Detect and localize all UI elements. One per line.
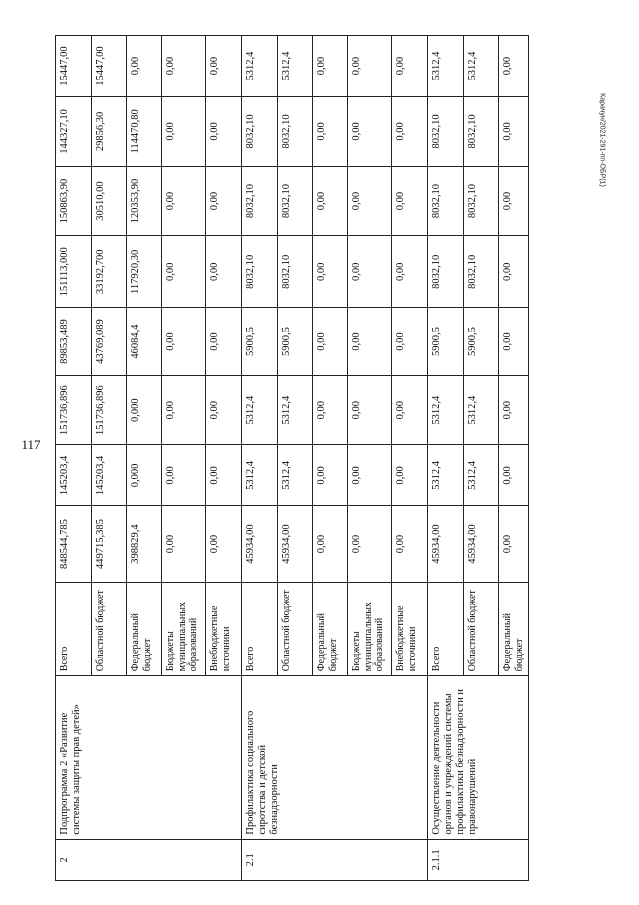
value-cell: 120353,90 <box>127 166 162 236</box>
row-code-cell: 2.1.1 <box>428 839 529 880</box>
value-cell: 0,00 <box>206 375 242 445</box>
value-cell: 0,00 <box>313 308 348 376</box>
value-cell: 145203,4 <box>92 445 127 506</box>
program-name-cell: Подпрограмма 2 «Развитие системы защиты прав детей» <box>56 676 242 839</box>
value-cell: 0,00 <box>313 166 348 236</box>
value-cell: 0,00 <box>162 236 206 308</box>
funding-source-cell: Бюджеты муниципальных образований <box>348 582 392 676</box>
value-cell: 8032,10 <box>464 166 499 236</box>
value-cell: 0,00 <box>348 375 392 445</box>
value-cell: 5900,5 <box>242 308 278 376</box>
value-cell: 145203,4 <box>56 445 92 506</box>
value-cell: 0,00 <box>162 506 206 582</box>
value-cell: 0,00 <box>313 36 348 97</box>
value-cell: 0,00 <box>162 308 206 376</box>
table-row <box>56 36 92 881</box>
value-cell: 5900,5 <box>278 308 313 376</box>
value-cell: 151736,896 <box>92 375 127 445</box>
value-cell: 8032,10 <box>428 236 464 308</box>
value-cell: 0,00 <box>313 445 348 506</box>
funding-source-cell: Всего <box>428 582 464 676</box>
value-cell: 0,00 <box>392 97 428 167</box>
value-cell: 0,00 <box>499 97 529 167</box>
value-cell: 5900,5 <box>428 308 464 376</box>
value-cell: 117920,30 <box>127 236 162 308</box>
value-cell: 0,00 <box>392 445 428 506</box>
value-cell: 449715,385 <box>92 506 127 582</box>
document-reference-note <box>597 70 607 210</box>
value-cell: 0,00 <box>162 166 206 236</box>
value-cell: 151113,000 <box>56 236 92 308</box>
value-cell: 151736,896 <box>56 375 92 445</box>
value-cell: 5312,4 <box>278 36 313 97</box>
value-cell: 0,00 <box>162 445 206 506</box>
value-cell: 0,00 <box>206 166 242 236</box>
value-cell: 0,00 <box>348 308 392 376</box>
value-cell: 0,00 <box>392 375 428 445</box>
value-cell: 0,00 <box>162 97 206 167</box>
row-code-cell: 2.1 <box>242 839 428 880</box>
value-cell: 0,00 <box>206 445 242 506</box>
value-cell: 0,000 <box>127 445 162 506</box>
value-cell: 144327,10 <box>56 97 92 167</box>
value-cell: 45934,00 <box>278 506 313 582</box>
value-cell: 8032,10 <box>242 166 278 236</box>
value-cell: 0,00 <box>499 308 529 376</box>
value-cell: 46084,4 <box>127 308 162 376</box>
value-cell: 0,00 <box>348 506 392 582</box>
value-cell: 89853,489 <box>56 308 92 376</box>
value-cell: 0,00 <box>313 97 348 167</box>
budget-table-rotated <box>55 35 525 881</box>
funding-source-cell: Областной бюджет <box>464 582 499 676</box>
value-cell: 0,00 <box>206 97 242 167</box>
value-cell: 0,00 <box>499 36 529 97</box>
row-code-cell: 2 <box>56 839 242 880</box>
value-cell: 0,00 <box>162 36 206 97</box>
funding-source-cell: Внебюджетные источники <box>392 582 428 676</box>
page-number: 117 <box>21 437 41 452</box>
value-cell: 0,00 <box>348 36 392 97</box>
budget-table <box>55 35 529 881</box>
value-cell: 8032,10 <box>428 97 464 167</box>
value-cell: 5312,4 <box>464 36 499 97</box>
value-cell: 5312,4 <box>278 375 313 445</box>
value-cell: 33192,700 <box>92 236 127 308</box>
funding-source-cell: Всего <box>56 582 92 676</box>
value-cell: 0,00 <box>127 36 162 97</box>
value-cell: 0,00 <box>162 375 206 445</box>
value-cell: 114470,80 <box>127 97 162 167</box>
value-cell: 5312,4 <box>278 445 313 506</box>
funding-source-cell: Федеральный бюджет <box>499 582 529 676</box>
value-cell: 0,00 <box>392 236 428 308</box>
funding-source-cell: Федеральный бюджет <box>313 582 348 676</box>
value-cell: 0,00 <box>392 36 428 97</box>
value-cell: 0,000 <box>127 375 162 445</box>
value-cell: 45934,00 <box>242 506 278 582</box>
value-cell: 0,00 <box>348 236 392 308</box>
funding-source-cell: Областной бюджет <box>92 582 127 676</box>
value-cell: 8032,10 <box>242 236 278 308</box>
value-cell: 0,00 <box>313 506 348 582</box>
value-cell: 5312,4 <box>242 445 278 506</box>
table-row <box>428 36 464 881</box>
value-cell: 8032,10 <box>278 97 313 167</box>
funding-source-cell: Бюджеты муниципальных образований <box>162 582 206 676</box>
value-cell: 45934,00 <box>464 506 499 582</box>
value-cell: 8032,10 <box>242 97 278 167</box>
value-cell: 5900,5 <box>464 308 499 376</box>
value-cell: 0,00 <box>348 166 392 236</box>
value-cell: 0,00 <box>348 97 392 167</box>
value-cell: 0,00 <box>392 308 428 376</box>
value-cell: 5312,4 <box>428 445 464 506</box>
value-cell: 8032,10 <box>464 236 499 308</box>
value-cell: 0,00 <box>499 506 529 582</box>
value-cell: 0,00 <box>348 445 392 506</box>
value-cell: 43769,089 <box>92 308 127 376</box>
value-cell: 0,00 <box>206 506 242 582</box>
value-cell: 0,00 <box>206 308 242 376</box>
value-cell: 8032,10 <box>464 97 499 167</box>
program-name-cell: Осуществление деятельности органов и учреждений системы профилактики безнадзорности и правонарушений <box>428 676 529 839</box>
value-cell: 15447,00 <box>92 36 127 97</box>
value-cell: 0,00 <box>499 236 529 308</box>
funding-source-cell: Всего <box>242 582 278 676</box>
value-cell: 0,00 <box>206 36 242 97</box>
value-cell: 848544,785 <box>56 506 92 582</box>
document-reference-text: Карачун/2021-291-пп-ОБР(1) <box>598 93 606 187</box>
value-cell: 0,00 <box>499 166 529 236</box>
value-cell: 150863,90 <box>56 166 92 236</box>
budget-table-frame <box>55 35 525 881</box>
value-cell: 0,00 <box>499 445 529 506</box>
value-cell: 0,00 <box>313 375 348 445</box>
value-cell: 0,00 <box>499 375 529 445</box>
value-cell: 5312,4 <box>428 375 464 445</box>
value-cell: 398829,4 <box>127 506 162 582</box>
value-cell: 45934,00 <box>428 506 464 582</box>
value-cell: 0,00 <box>392 506 428 582</box>
program-name-cell: Профилактика социального сиротства и детской безнадзорности <box>242 676 428 839</box>
value-cell: 8032,10 <box>278 166 313 236</box>
value-cell: 29856,30 <box>92 97 127 167</box>
funding-source-cell: Федеральный бюджет <box>127 582 162 676</box>
value-cell: 8032,10 <box>428 166 464 236</box>
value-cell: 5312,4 <box>464 445 499 506</box>
value-cell: 5312,4 <box>242 36 278 97</box>
value-cell: 5312,4 <box>242 375 278 445</box>
table-row <box>242 36 278 881</box>
value-cell: 0,00 <box>313 236 348 308</box>
value-cell: 30510,00 <box>92 166 127 236</box>
funding-source-cell: Внебюджетные источники <box>206 582 242 676</box>
budget-table-body <box>56 36 529 881</box>
funding-source-cell: Областной бюджет <box>278 582 313 676</box>
value-cell: 8032,10 <box>278 236 313 308</box>
value-cell: 5312,4 <box>428 36 464 97</box>
value-cell: 5312,4 <box>464 375 499 445</box>
value-cell: 0,00 <box>392 166 428 236</box>
value-cell: 0,00 <box>206 236 242 308</box>
value-cell: 15447,00 <box>56 36 92 97</box>
